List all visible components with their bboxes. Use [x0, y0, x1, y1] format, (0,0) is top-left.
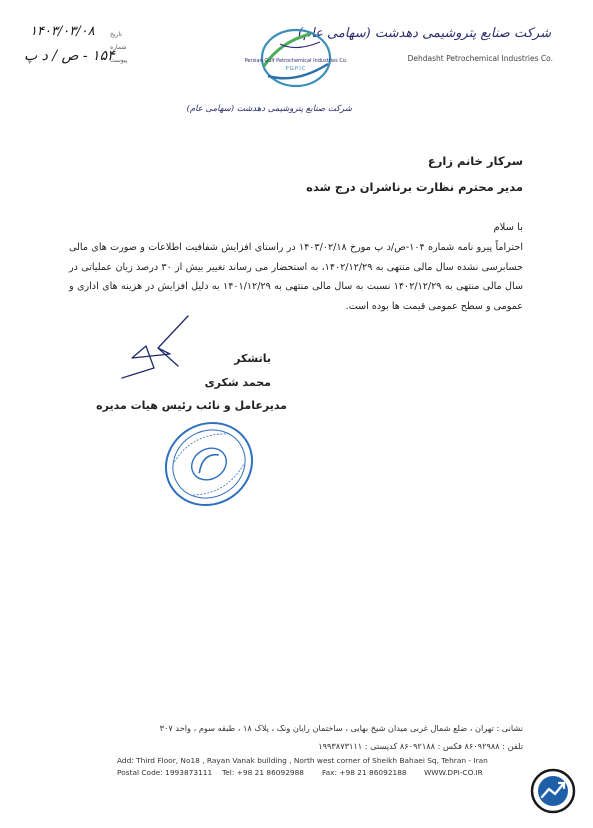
svg-text:Persian Gulf Petrochemical Ind: Persian Gulf Petrochemical Industries Co.: [244, 58, 348, 64]
company-logo-text: شرکت صنایع پتروشیمی دهدشت (سهامی عام): [298, 26, 551, 41]
footer-address-en: Add: Third Floor, No18 , Rayan Vanak building , North west corner of Sheikh Bahaei Sq, Tehran - Iran: [117, 756, 488, 765]
recipient-name: سرکار خانم زارع: [427, 154, 523, 168]
recipient-title: مدیر محترم نظارت برناشران درج شده: [306, 180, 523, 194]
footer-phones-fa: تلفن : ۸۶۰۹۲۹۸۸ فکس : ۸۶۰۹۲۱۸۸ کدپستی : ۱۹۹۳۸۷۳۱۱۱: [318, 741, 523, 751]
company-stamp: [160, 415, 258, 513]
attachment-label: پیوست: [110, 57, 128, 64]
center-caption: شرکت صنایع پتروشیمی دهدشت (سهامی عام): [186, 104, 352, 114]
date-label: تاریخ: [110, 31, 122, 38]
svg-text:PGPIC: PGPIC: [285, 66, 307, 72]
signatory-title: مدیرعامل و نائب رئیس هیات مدیره: [96, 399, 287, 412]
letter-body: احتراماً پیرو نامه شماره ۱۰۴-ص/د پ مورخ ۱۴۰۳/۰۲/۱۸ در راستای افزایش شفافیت اطلاعات و صورت های مالی حسابرسی نشده سال مالی منتهی به ۱۴۰۲/۱۲/۲۹، به استحضار می رساند تغییر بیش از ۳۰ درصد زیان عملیاتی در سال مالی منتهی به ۱۴۰۲/۱۲/۲۹ نسبت به سال مالی منتهی به ۱۴۰۱/۱۲/۲۹ به دلیل افزایش در هزینه های اداری و عمومی و سطح عمومی قیمت ها بوده است.: [69, 242, 524, 312]
signatory-name: محمد شکری: [204, 376, 271, 389]
handwritten-signature: [118, 312, 200, 382]
footer-postal-code: Postal Code: 1993873111: [117, 768, 213, 777]
footer-tel: Tel: +98 21 86092988: [222, 768, 305, 777]
trend-badge-icon: [530, 768, 576, 814]
date-value: ۱۴۰۳/۰۳/۰۸: [30, 24, 95, 39]
footer-website[interactable]: WWW.DPI-CO.IR: [424, 768, 483, 777]
company-emblem-logo: [244, 22, 348, 94]
closing-text: باتشکر: [234, 352, 271, 365]
number-label: شماره: [110, 44, 127, 51]
footer-address-fa: نشانی : تهران ، ضلع شمال غربی میدان شیخ بهایی ، ساختمان رایان ونک ، پلاک ۱۸ ، طبقه سوم ، واحد ۳۰۷: [159, 723, 523, 733]
company-name-en: Dehdasht Petrochemical Industries Co.: [407, 54, 553, 63]
footer-fax: Fax: +98 21 86092188: [322, 768, 407, 777]
greeting: با سلام: [493, 222, 523, 233]
number-value: ۱۵۴ - ص / د پ: [24, 48, 115, 64]
